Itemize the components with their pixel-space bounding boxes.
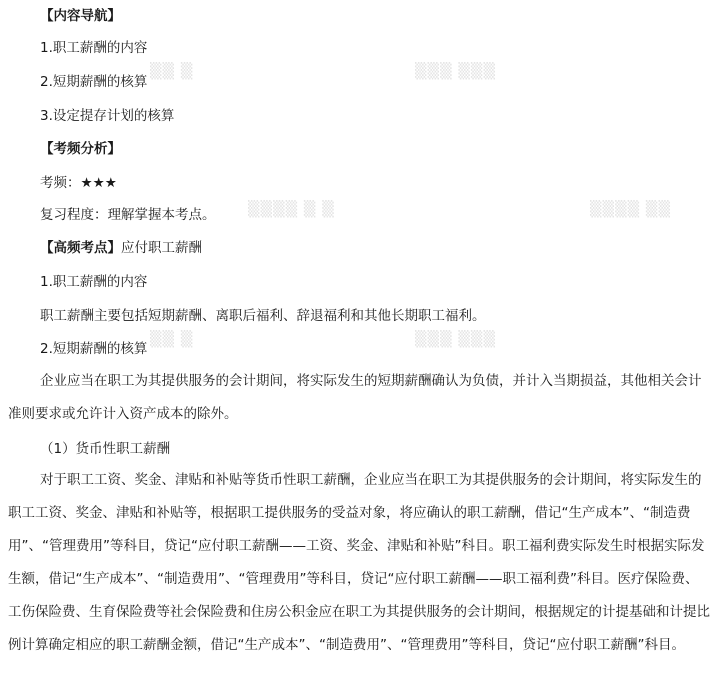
watermark: ▒▒▒▒ ▒ ▒ bbox=[248, 200, 335, 218]
topic-heading bbox=[40, 238, 202, 258]
analysis-heading: 【考频分析】 bbox=[40, 141, 121, 157]
watermark: ▒▒ ▒ bbox=[150, 330, 194, 348]
review-level: 复习程度：理解掌握本考点。 bbox=[40, 207, 216, 223]
frequency-stars: ★★★ bbox=[80, 175, 117, 191]
topic-heading-label: 【高频考点】 bbox=[40, 240, 121, 256]
nav-heading: 【内容导航】 bbox=[40, 8, 121, 24]
watermark: ▒▒▒▒ ▒▒ bbox=[590, 200, 671, 218]
subsection-1-title: （1）货币性职工薪酬 bbox=[40, 441, 171, 457]
section-2-title: 2.短期薪酬的核算 bbox=[40, 341, 148, 357]
nav-item-3: 3.设定提存计划的核算 bbox=[40, 108, 175, 124]
section-2-paragraph: 企业应当在职工为其提供服务的会计期间，将实际发生的短期薪酬确认为负债，并计入当期损益，其他相关会计准则要求或允许计入资产成本的除外。 bbox=[8, 373, 702, 422]
watermark: ▒▒▒ ▒▒▒ bbox=[415, 330, 496, 348]
topic-heading-name: 应付职工薪酬 bbox=[121, 240, 202, 256]
frequency-label: 考频： bbox=[40, 175, 81, 191]
frequency-line bbox=[40, 173, 117, 193]
watermark: ▒▒▒ ▒▒▒ bbox=[415, 62, 496, 80]
section-1-title: 1.职工薪酬的内容 bbox=[40, 274, 148, 290]
nav-item-2: 2.短期薪酬的核算 bbox=[40, 74, 148, 90]
nav-item-1: 1.职工薪酬的内容 bbox=[40, 40, 148, 56]
subsection-1-paragraph: 对于职工工资、奖金、津贴和补贴等货币性职工薪酬，企业应当在职工为其提供服务的会计期间，将实际发生的职工工资、奖金、津贴和补贴等，根据职工提供服务的受益对象，将应确认的职工薪酬，借记“生产成本”、“制造费用”、“管理费用”等科目，贷记“应付职工薪酬——工资、奖金、津贴和补贴”科目。职工福利费实际发生时根据实际发生额，借记“生产成本”、“制造费用”、“管理费用”等科目，贷记“应付职工薪酬——职工福利费”科目。医疗保险费、工伤保险费、生育保险费等社会保险费和住房公积金应在职工为其提供服务的会计期间，根据规定的计提基础和计提比例计算确定相应的职工薪酬金额，借记“生产成本”、“制造费用”、“管理费用”等科目，贷记“应付职工薪酬”科目。 bbox=[8, 472, 710, 653]
watermark: ▒▒ ▒ bbox=[150, 62, 194, 80]
section-1-text: 职工薪酬主要包括短期薪酬、离职后福利、辞退福利和其他长期职工福利。 bbox=[40, 308, 486, 324]
